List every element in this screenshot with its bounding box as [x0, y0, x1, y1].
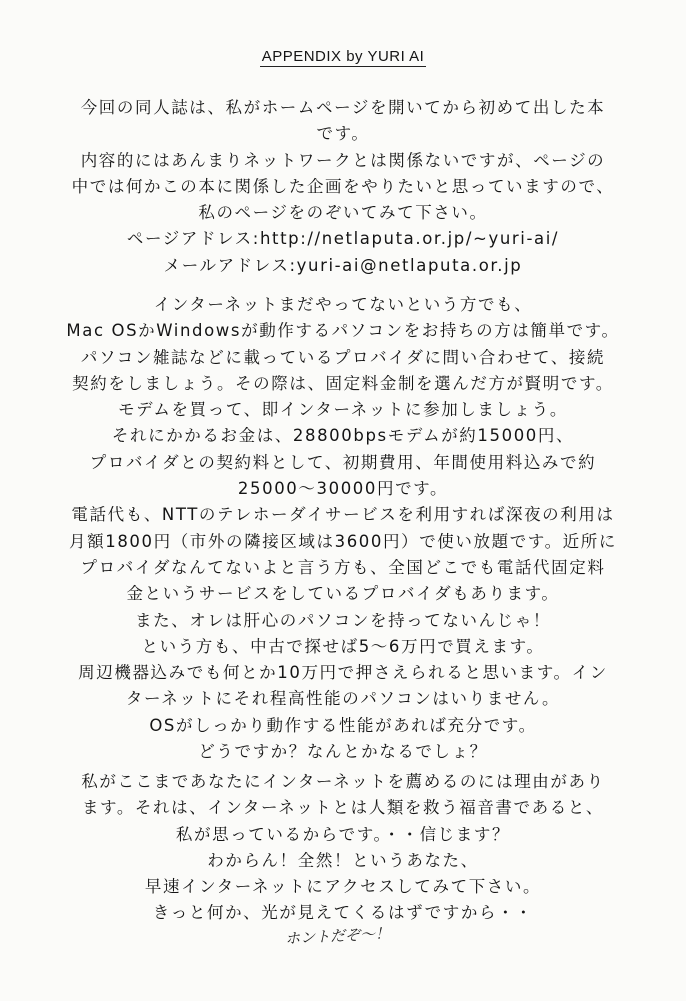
text-line: 中では何かこの本に関係した企画をやりたいと思っていますので、 — [71, 176, 615, 196]
text-line: 契約をしましょう。その際は、固定料金制を選んだ方が賢明です。 — [72, 373, 614, 393]
text-line: 金というサービスをしているプロバイダもあります。 — [126, 584, 560, 604]
text-line: ページアドレス:http://netlaputa.or.jp/~yuri-ai/ — [126, 229, 560, 249]
text-line: プロバイダなんてないよと言う方も、全国どこでも電話代固定料 — [80, 557, 606, 577]
text-line: わからん！全然！というあなた、 — [207, 850, 479, 870]
text-line: モデムを買って、即インターネットに参加しましょう。 — [118, 400, 568, 420]
text-line: プロバイダとの契約料として、初期費用、年間使用料込みで約 — [89, 452, 597, 472]
text-line: また、オレは肝心のパソコンを持ってないんじゃ！ — [135, 610, 551, 630]
text-line: きっと何か、光が見えてくるはずですから・・ — [152, 903, 534, 923]
handwritten-note: ホントだぞ〜！ — [284, 924, 391, 948]
text-line: ます。それは、インターネットとは人類を救う福音書であると、 — [81, 798, 605, 818]
text-line: 私のページをのぞいてみて下さい。 — [198, 203, 488, 223]
paragraph-2 — [0, 292, 686, 765]
text-line: 内容的にはあんまりネットワークとは関係ないですが、ページの — [80, 150, 606, 170]
text-line: OSがしっかり動作する性能があれば充分です。 — [149, 715, 537, 735]
text-line: Mac OSかWindowsが動作するパソコンをお持ちの方は簡単です。 — [66, 321, 620, 341]
text-line: 25000〜30000円です。 — [237, 479, 449, 499]
text-line: ターネットにそれ程高性能のパソコンはいりません。 — [125, 689, 561, 709]
text-line: それにかかるお金は、28800bpsモデムが約15000円、 — [111, 426, 575, 446]
paragraph-1 — [0, 95, 686, 279]
page-title — [0, 48, 686, 65]
text-line: どうですか？なんとかなるでしょ？ — [198, 742, 488, 762]
text-line: 月額1800円（市外の隣接区域は3600円）で使い放題です。近所に — [69, 531, 617, 551]
text-line: インターネットまだやってないという方でも、 — [153, 295, 533, 314]
text-line: です。 — [316, 124, 370, 144]
paragraph-3 — [0, 769, 686, 927]
title-text: APPENDIX by YURI AI — [261, 48, 425, 65]
text-line: 電話代も、NTTのテレホーダイサービスを利用すれば深夜の利用は — [71, 505, 615, 525]
text-line: メールアドレス:yuri-ai@netlaputa.or.jp — [163, 255, 523, 275]
text-line: という方も、中古で探せば5〜6万円で買えます。 — [141, 636, 545, 656]
text-line: パソコン雑誌などに載っているプロバイダに問い合わせて、接続 — [80, 347, 606, 367]
text-line: 私がここまであなたにインターネットを薦めるのには理由があり — [81, 772, 605, 791]
text-line: 今回の同人誌は、私がホームページを開いてから初めて出した本 — [80, 98, 606, 117]
text-line: 私が思っているからです。・・信じます？ — [175, 824, 511, 844]
text-line: 早速インターネットにアクセスしてみて下さい。 — [144, 877, 542, 897]
text-line: 周辺機器込みでも何とか10万円で押さえられると思います。イン — [78, 663, 608, 683]
